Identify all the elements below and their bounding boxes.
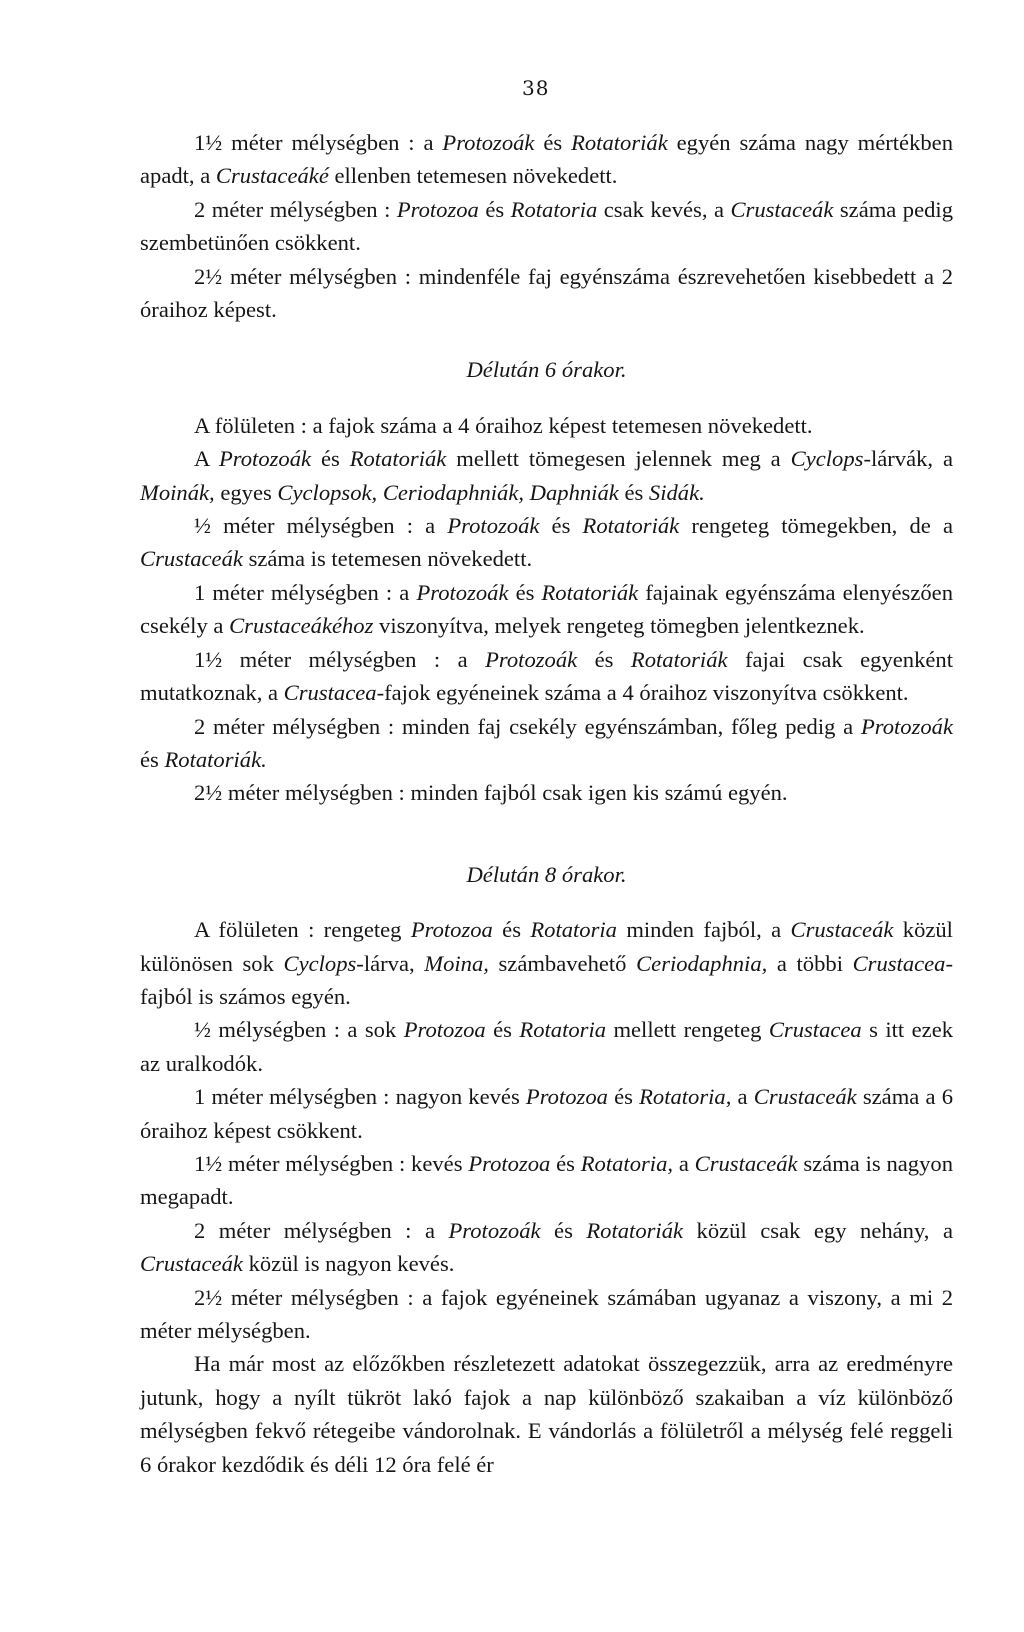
- paragraph: 1 méter mélységben : a Protozoák és Rotatoriák fajainak egyénszáma elenyészően csekély a Crustaceákéhoz viszonyítva, melyek rengeteg tömegben jelentkeznek.: [140, 579, 953, 639]
- paragraph: 2 méter mélységben : a Protozoák és Rotatoriák közül csak egy nehány, a Crustaceák közül is nagyon kevés.: [140, 1217, 953, 1277]
- paragraph: A fölületen : a fajok száma a 4 óraihoz képest tetemesen növekedett.: [194, 412, 813, 438]
- paragraph: ½ méter mélységben : a Protozoák és Rotatoriák rengeteg tömegekben, de a Crustaceák száma is tetemesen növekedett.: [140, 513, 953, 572]
- page-number: 38: [522, 76, 550, 100]
- paragraph: ½ mélységben : a sok Protozoa és Rotatoria mellett rengeteg Crustacea s itt ezek az uralkodók.: [140, 1017, 954, 1076]
- paragraph: 1½ méter mélységben : a Protozoák és Rotatoriák egyén száma nagy mértékben apadt, a Crustaceáké ellenben tetemesen növekedett.: [140, 130, 954, 189]
- paragraph: Ha már most az előzőkben részletezett adatokat összegezzük, arra az eredményre jutunk, hogy a nyílt tükröt lakó fajok a nap különböző szakaiban a víz különböző mélységben fekvő rétegeibe vándorolnak. E vándorlás a fölületről a mélység felé reggeli 6 órakor kezdődik és déli 12 óra felé ér: [140, 1351, 953, 1477]
- paragraph: 1½ méter mélységben : kevés Protozoa és Rotatoria, a Crustaceák száma is nagyon megapadt.: [140, 1150, 953, 1210]
- paragraph: A Protozoák és Rotatoriák mellett tömegesen jelennek meg a Cyclops-lárvák, a Moinák, egyes Cyclopsok, Ceriodaphniák, Daphniák és Sidák.: [140, 446, 954, 505]
- paragraph: 1 méter mélységben : nagyon kevés Protozoa és Rotatoria, a Crustaceák száma a 6 óraihoz képest csökkent.: [140, 1084, 953, 1143]
- paragraph: 2½ méter mélységben : a fajok egyéneinek számában ugyanaz a viszony, a mi 2 méter mélységben.: [140, 1284, 953, 1343]
- page-body: [140, 126, 953, 1481]
- paragraph: 1½ méter mélységben : a Protozoák és Rotatoriák fajai csak egyenként mutatkoznak, a Crustacea-fajok egyéneinek száma a 4 óraihoz viszonyítva csökkent.: [140, 646, 954, 706]
- paragraph: 2½ méter mélységben : mindenféle faj egyénszáma észrevehetően kisebbedett a 2 óraihoz képest.: [140, 263, 953, 323]
- section-heading: Délután 8 órakor.: [466, 861, 627, 887]
- paragraph: A fölületen : rengeteg Protozoa és Rotatoria minden fajból, a Crustaceák közül különösen sok Cyclops-lárva, Moina, számbavehető Ceriodaphnia, a többi Crustacea-fajból is számos egyén.: [140, 917, 954, 1009]
- paragraph: 2½ méter mélységben : minden fajból csak igen kis számú egyén.: [194, 780, 788, 806]
- section-heading: Délután 6 órakor.: [466, 357, 627, 383]
- paragraph: 2 méter mélységben : Protozoa és Rotatoria csak kevés, a Crustaceák száma pedig szembetünően csökkent.: [140, 196, 953, 256]
- paragraph: 2 méter mélységben : minden faj csekély egyénszámban, főleg pedig a Protozoák és Rotatoriák.: [140, 713, 953, 772]
